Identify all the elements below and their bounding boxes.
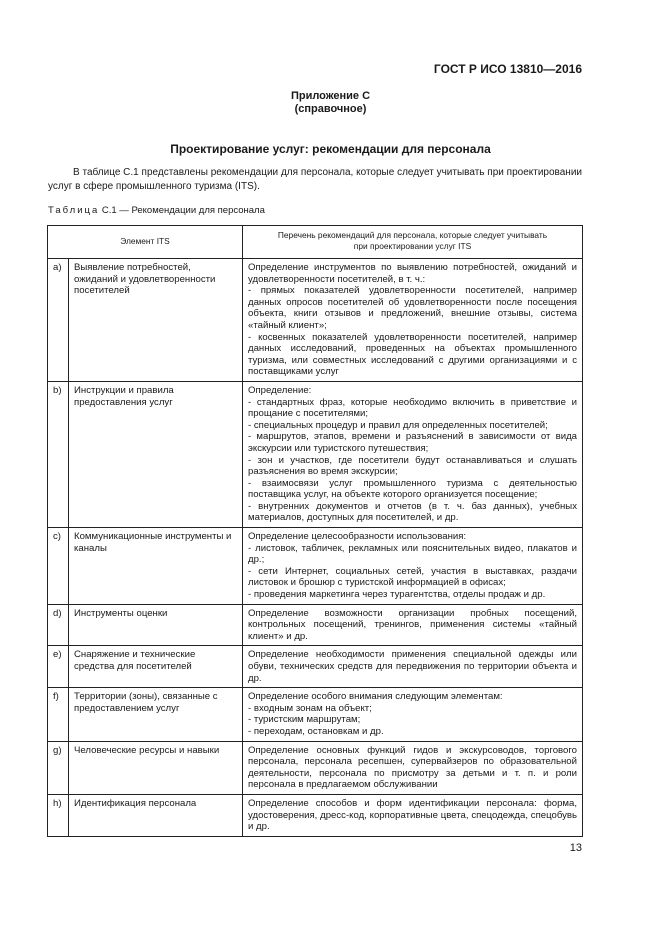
header-recommendations xyxy=(243,226,583,259)
row-recommendations xyxy=(243,528,583,605)
row-letter: g) xyxy=(48,741,69,794)
recommendation-line: - листовок, табличек, рекламных или пояснительных видео, плакатов и др.; xyxy=(248,542,577,566)
row-letter: e) xyxy=(48,646,69,688)
table-caption xyxy=(48,205,265,216)
recommendation-line: - косвенных показателей удовлетворенности посетителей, например данных исследований, проведенных на объектах промышленного туризма, или совместных исследований с другими организациями и с поставщиками услуг xyxy=(248,331,577,378)
header-element: Элемент ITS xyxy=(48,226,243,259)
row-recommendations xyxy=(243,646,583,688)
table-row xyxy=(48,381,583,527)
standard-code: ГОСТ Р ИСО 13810—2016 xyxy=(433,62,582,76)
recommendation-line: - зон и участков, где посетители будут останавливаться и слушать разъяснения во время экскурсии; xyxy=(248,454,577,478)
row-letter: f) xyxy=(48,688,69,741)
row-letter: b) xyxy=(48,381,69,527)
row-element: Человеческие ресурсы и навыки xyxy=(69,741,243,794)
recommendation-line: - прямых показателей удовлетворенности посетителей, например данных опросов посетителей об удовлетворенности после посещения объекта, книги отзывов и предложений, внешние отзывы, система «тайный клиент»; xyxy=(248,285,577,331)
row-letter: a) xyxy=(48,259,69,382)
row-letter: c) xyxy=(48,528,69,605)
row-element: Инструменты оценки xyxy=(69,604,243,646)
page-number: 13 xyxy=(569,842,582,854)
recommendation-line: Определение целесообразности использования: xyxy=(248,531,467,543)
row-recommendations xyxy=(243,604,583,646)
table-row xyxy=(48,741,583,794)
recommendation-line: - специальных процедур и правил для определенных посетителей; xyxy=(248,419,548,431)
recommendation-line: - маршрутов, этапов, времени и разъяснений в зависимости от вида экскурсии или туристского путешествия; xyxy=(248,431,577,454)
header-recommendations-line1: Перечень рекомендаций для персонала, которые следует учитывать xyxy=(277,230,548,240)
recommendation-line: Определение возможности организации пробных посещений, контрольных посещений, тренингов, применения системы «тайный клиент» и др. xyxy=(248,607,577,642)
row-element: Инструкции и правила предоставления услуг xyxy=(69,381,243,527)
intro-paragraph: В таблице С.1 представлены рекомендации для персонала, которые следует учитывать при проектировании услуг в сфере промышленного туризма (ITS). xyxy=(48,167,582,192)
table-row xyxy=(48,604,583,646)
row-element: Территории (зоны), связанные с предоставлением услуг xyxy=(69,688,243,741)
row-recommendations xyxy=(243,381,583,527)
recommendation-line: Определение особого внимания следующим элементам: xyxy=(248,691,503,703)
appendix-subtitle: (справочное) xyxy=(294,103,367,115)
row-element: Коммуникационные инструменты и каналы xyxy=(69,528,243,605)
table-row xyxy=(48,688,583,741)
row-element: Выявление потребностей, ожиданий и удовлетворенности посетителей xyxy=(69,259,243,382)
recommendation-line: - сети Интернет, социальных сетей, участия в выставках, раздачи листовок и брошюр с туристской информацией в офисах; xyxy=(248,565,577,589)
table-caption-text: С.1 — Рекомендации для персонала xyxy=(99,205,265,216)
recommendation-line: Определение: xyxy=(248,384,312,396)
recommendation-line: Определение инструментов по выявлению потребностей, ожиданий и удовлетворенности посетителей, в т. ч.: xyxy=(248,262,577,285)
row-letter: d) xyxy=(48,604,69,646)
recommendation-line: Определение способов и форм идентификации персонала: форма, удостоверения, дресс-код, корпоративные цвета, спецодежда, спецобувь и др. xyxy=(248,797,577,833)
header-recommendations-line2: при проектировании услуг ITS xyxy=(353,241,472,251)
appendix-title: Приложение С xyxy=(290,90,371,102)
recommendation-line: - проведения маркетинга через турагентства, отделы продаж и др. xyxy=(248,589,546,601)
recommendation-line: - входным зонам на объект; xyxy=(248,702,372,714)
table-header-row xyxy=(48,226,583,259)
table-caption-label: Таблица xyxy=(48,205,100,216)
row-recommendations xyxy=(243,688,583,741)
section-title: Проектирование услуг: рекомендации для персонала xyxy=(170,142,491,156)
row-recommendations xyxy=(243,794,583,836)
recommendation-line: Определение необходимости применения специальной одежды или обуви, технических средств для передвижения по территории объекта и др. xyxy=(248,649,577,684)
recommendation-line: - взаимосвязи услуг промышленного туризма с деятельностью поставщика услуг, на объекте которого организуется посещение; xyxy=(248,477,577,501)
table-row xyxy=(48,646,583,688)
row-recommendations xyxy=(243,259,583,382)
row-recommendations xyxy=(243,741,583,794)
recommendation-line: - переходам, остановкам и др. xyxy=(248,725,384,737)
row-element: Идентификация персонала xyxy=(69,794,243,836)
recommendation-line: - стандартных фраз, которые необходимо включить в приветствие и прощание с посетителями; xyxy=(248,396,577,420)
table-row xyxy=(48,259,583,382)
recommendation-line: Определение основных функций гидов и экскурсоводов, торгового персонала, персонала ресепшен, супервайзеров по образовательной деятельности, персонала по присмотру за детьми и т. п. и роли персонала в предлагаемом обслуживании xyxy=(248,744,577,791)
appendix-heading xyxy=(0,90,661,116)
recommendation-line: - внутренних документов и отчетов (в т. ч. баз данных), учебных материалов, доступных для посетителей, и др. xyxy=(248,500,577,524)
recommendation-line: - туристским маршрутам; xyxy=(248,714,361,726)
recommendations-table xyxy=(47,225,583,837)
row-element: Снаряжение и технические средства для посетителей xyxy=(69,646,243,688)
row-letter: h) xyxy=(48,794,69,836)
table-row xyxy=(48,528,583,605)
table-row xyxy=(48,794,583,836)
